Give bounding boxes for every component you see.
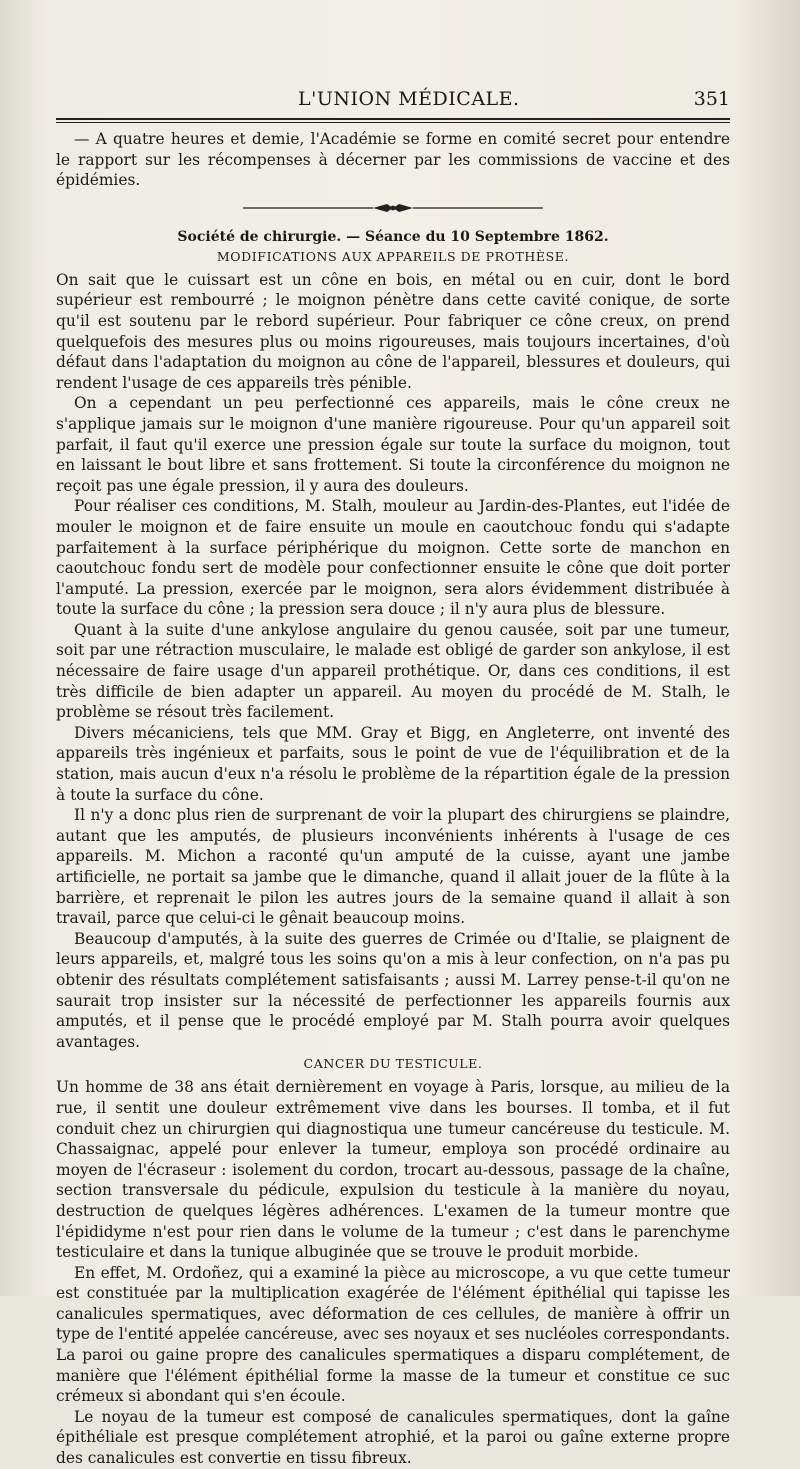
paragraph: On sait que le cuissart est un cône en bois, en métal ou en cuir, dont le bord supérieur est rembourré ; le moignon pénètre dans cette cavité conique, de sorte qu'il est soutenu par le rebord supérieur. Pour fabriquer ce cône creux, on prend quelquefois des mesures plus ou moins rigoureuses, mais toujours incertaines, d'où défaut dans l'adaptation du moignon au cône de l'appareil, blessures et douleurs, qui rendent l'usage de ces appareils très pénible. bbox=[56, 270, 730, 392]
paragraph: Divers mécaniciens, tels que MM. Gray et Bigg, en Angleterre, ont inventé des appareils très ingénieux et parfaits, sous le point de vue de l'équilibration et de la station, mais aucun d'eux n'a résolu le problème de la répartition égale de la pression à toute la surface du cône. bbox=[56, 723, 730, 804]
paragraph: En effet, M. Ordoñez, qui a examiné la pièce au microscope, a vu que cette tumeur est constituée par la multiplication exagérée de l'élément épithélial qui tapisse les canalicules spermatiques, avec déformation de ces cellules, de manière à offrir un type de l'entité appelée cancéreuse, avec ses noyaux et ses nucléoles correspondants. La paroi ou gaine propre des canalicules spermatiques a disparu complétement, de manière que l'élément épithélial forme la masse de la tumeur et constitue ce suc crémeux si abondant qui s'en écoule. bbox=[56, 1263, 730, 1406]
page-number: 351 bbox=[693, 88, 730, 110]
section-cancer-body bbox=[56, 1077, 730, 1468]
journal-title: L'UNION MÉDICALE. bbox=[298, 88, 520, 110]
paragraph: Pour réaliser ces conditions, M. Stalh, mouleur au Jardin-des-Plantes, eut l'idée de mouler le moignon et de faire ensuite un moule en caoutchouc fondu qui s'adapte parfaitement à la surface périphérique du moignon. Cette sorte de manchon en caoutchouc fondu sert de modèle pour confectionner ensuite le cône que doit porter l'amputé. La pression, exercée par le moignon, sera alors évidemment distribuée à toute la surface du cône ; la pression sera douce ; il n'y aura plus de blessure. bbox=[56, 497, 730, 619]
paragraph: Beaucoup d'amputés, à la suite des guerres de Crimée ou d'Italie, se plaignent de leurs appareils, et, malgré tous les soins qu'on a mis à leur confection, on n'a pas pu obtenir des résultats complétement satisfaisants ; aussi M. Larrey pense-t-il qu'on ne saurait trop insister sur la nécessité de perfectionner les appareils fournis aux amputés, et il pense que le procédé employé par M. Stalh pourra avoir quelques avantages. bbox=[56, 929, 730, 1051]
section-prothese-body bbox=[56, 270, 730, 1053]
intro-paragraph: — A quatre heures et demie, l'Académie se forme en comité secret pour entendre le rapport sur les récompenses à décerner par les commissions de vaccine et des épidémies. bbox=[56, 130, 730, 190]
section-title-cancer: CANCER DU TESTICULE. bbox=[303, 1056, 483, 1072]
society-name: Société de chirurgie. bbox=[177, 228, 342, 245]
section-title-prothese: MODIFICATIONS AUX APPAREILS DE PROTHÈSE. bbox=[216, 248, 570, 264]
paragraph: On a cependant un peu perfectionné ces appareils, mais le cône creux ne s'applique jamais sur le moignon d'une manière rigoureuse. Pour qu'un appareil soit parfait, il faut qu'il exerce une pression égale sur toute la surface du moignon, tout en laissant le bout libre et sans frottement. Si toute la circonférence du moignon ne reçoit pas une égale pression, il y aura des douleurs. bbox=[56, 394, 730, 495]
header-rule bbox=[56, 118, 730, 123]
session-date: Séance du 10 Septembre 1862. bbox=[365, 228, 609, 245]
paragraph: Le noyau de la tumeur est composé de canalicules spermatiques, dont la gaîne épithéliale est presque complétement atrophié, et la paroi ou gaîne externe propre des canalicules est convertie en tissu fibreux. bbox=[56, 1407, 730, 1468]
paragraph: Un homme de 38 ans était dernièrement en voyage à Paris, lorsque, au milieu de la rue, il sentit une douleur extrêmement vive dans les bourses. Il tomba, et il fut conduit chez un chirurgien qui diagnostiqua une tumeur cancéreuse du testicule. M. Chassaignac, appelé pour enlever la tumeur, employa son procédé ordinaire au moyen de l'écraseur : isolement du cordon, trocart au-dessous, passage de la chaîne, section transversale du pédicule, expulsion du testicule à la manière du noyau, destruction de quelques légères adhérences. L'examen de la tumeur montre que l'épididyme n'est pour rien dans le volume de la tumeur ; c'est dans le parenchyme testiculaire et dans la tunique albuginée que se trouve le produit morbide. bbox=[56, 1078, 730, 1262]
page-header bbox=[56, 80, 730, 118]
society-separator: — bbox=[341, 228, 366, 245]
paragraph: Il n'y a donc plus rien de surprenant de voir la plupart des chirurgiens se plaindre, autant que les amputés, de plusieurs inconvénients inhérents à l'usage de ces appareils. M. Michon a raconté qu'un amputé de la cuisse, ayant une jambe artificielle, ne portait sa jambe que le dimanche, quand il allait jouer de la flûte à la barrière, et reprenait le pilon les autres jours de la semaine quand il allait à son travail, parce que celui-ci le gênait beaucoup moins. bbox=[56, 806, 730, 928]
ornamental-divider bbox=[56, 191, 730, 225]
society-heading bbox=[56, 229, 730, 245]
paragraph: Quant à la suite d'une ankylose angulaire du genou causée, soit par une tumeur, soit par une rétraction musculaire, le malade est obligé de garder son ankylose, il est nécessaire de faire usage d'un appareil prothétique. Or, dans ces conditions, il est très difficile de bien adapter un appareil. Au moyen du procédé de M. Stalh, le problème se résout très facilement. bbox=[56, 620, 730, 722]
